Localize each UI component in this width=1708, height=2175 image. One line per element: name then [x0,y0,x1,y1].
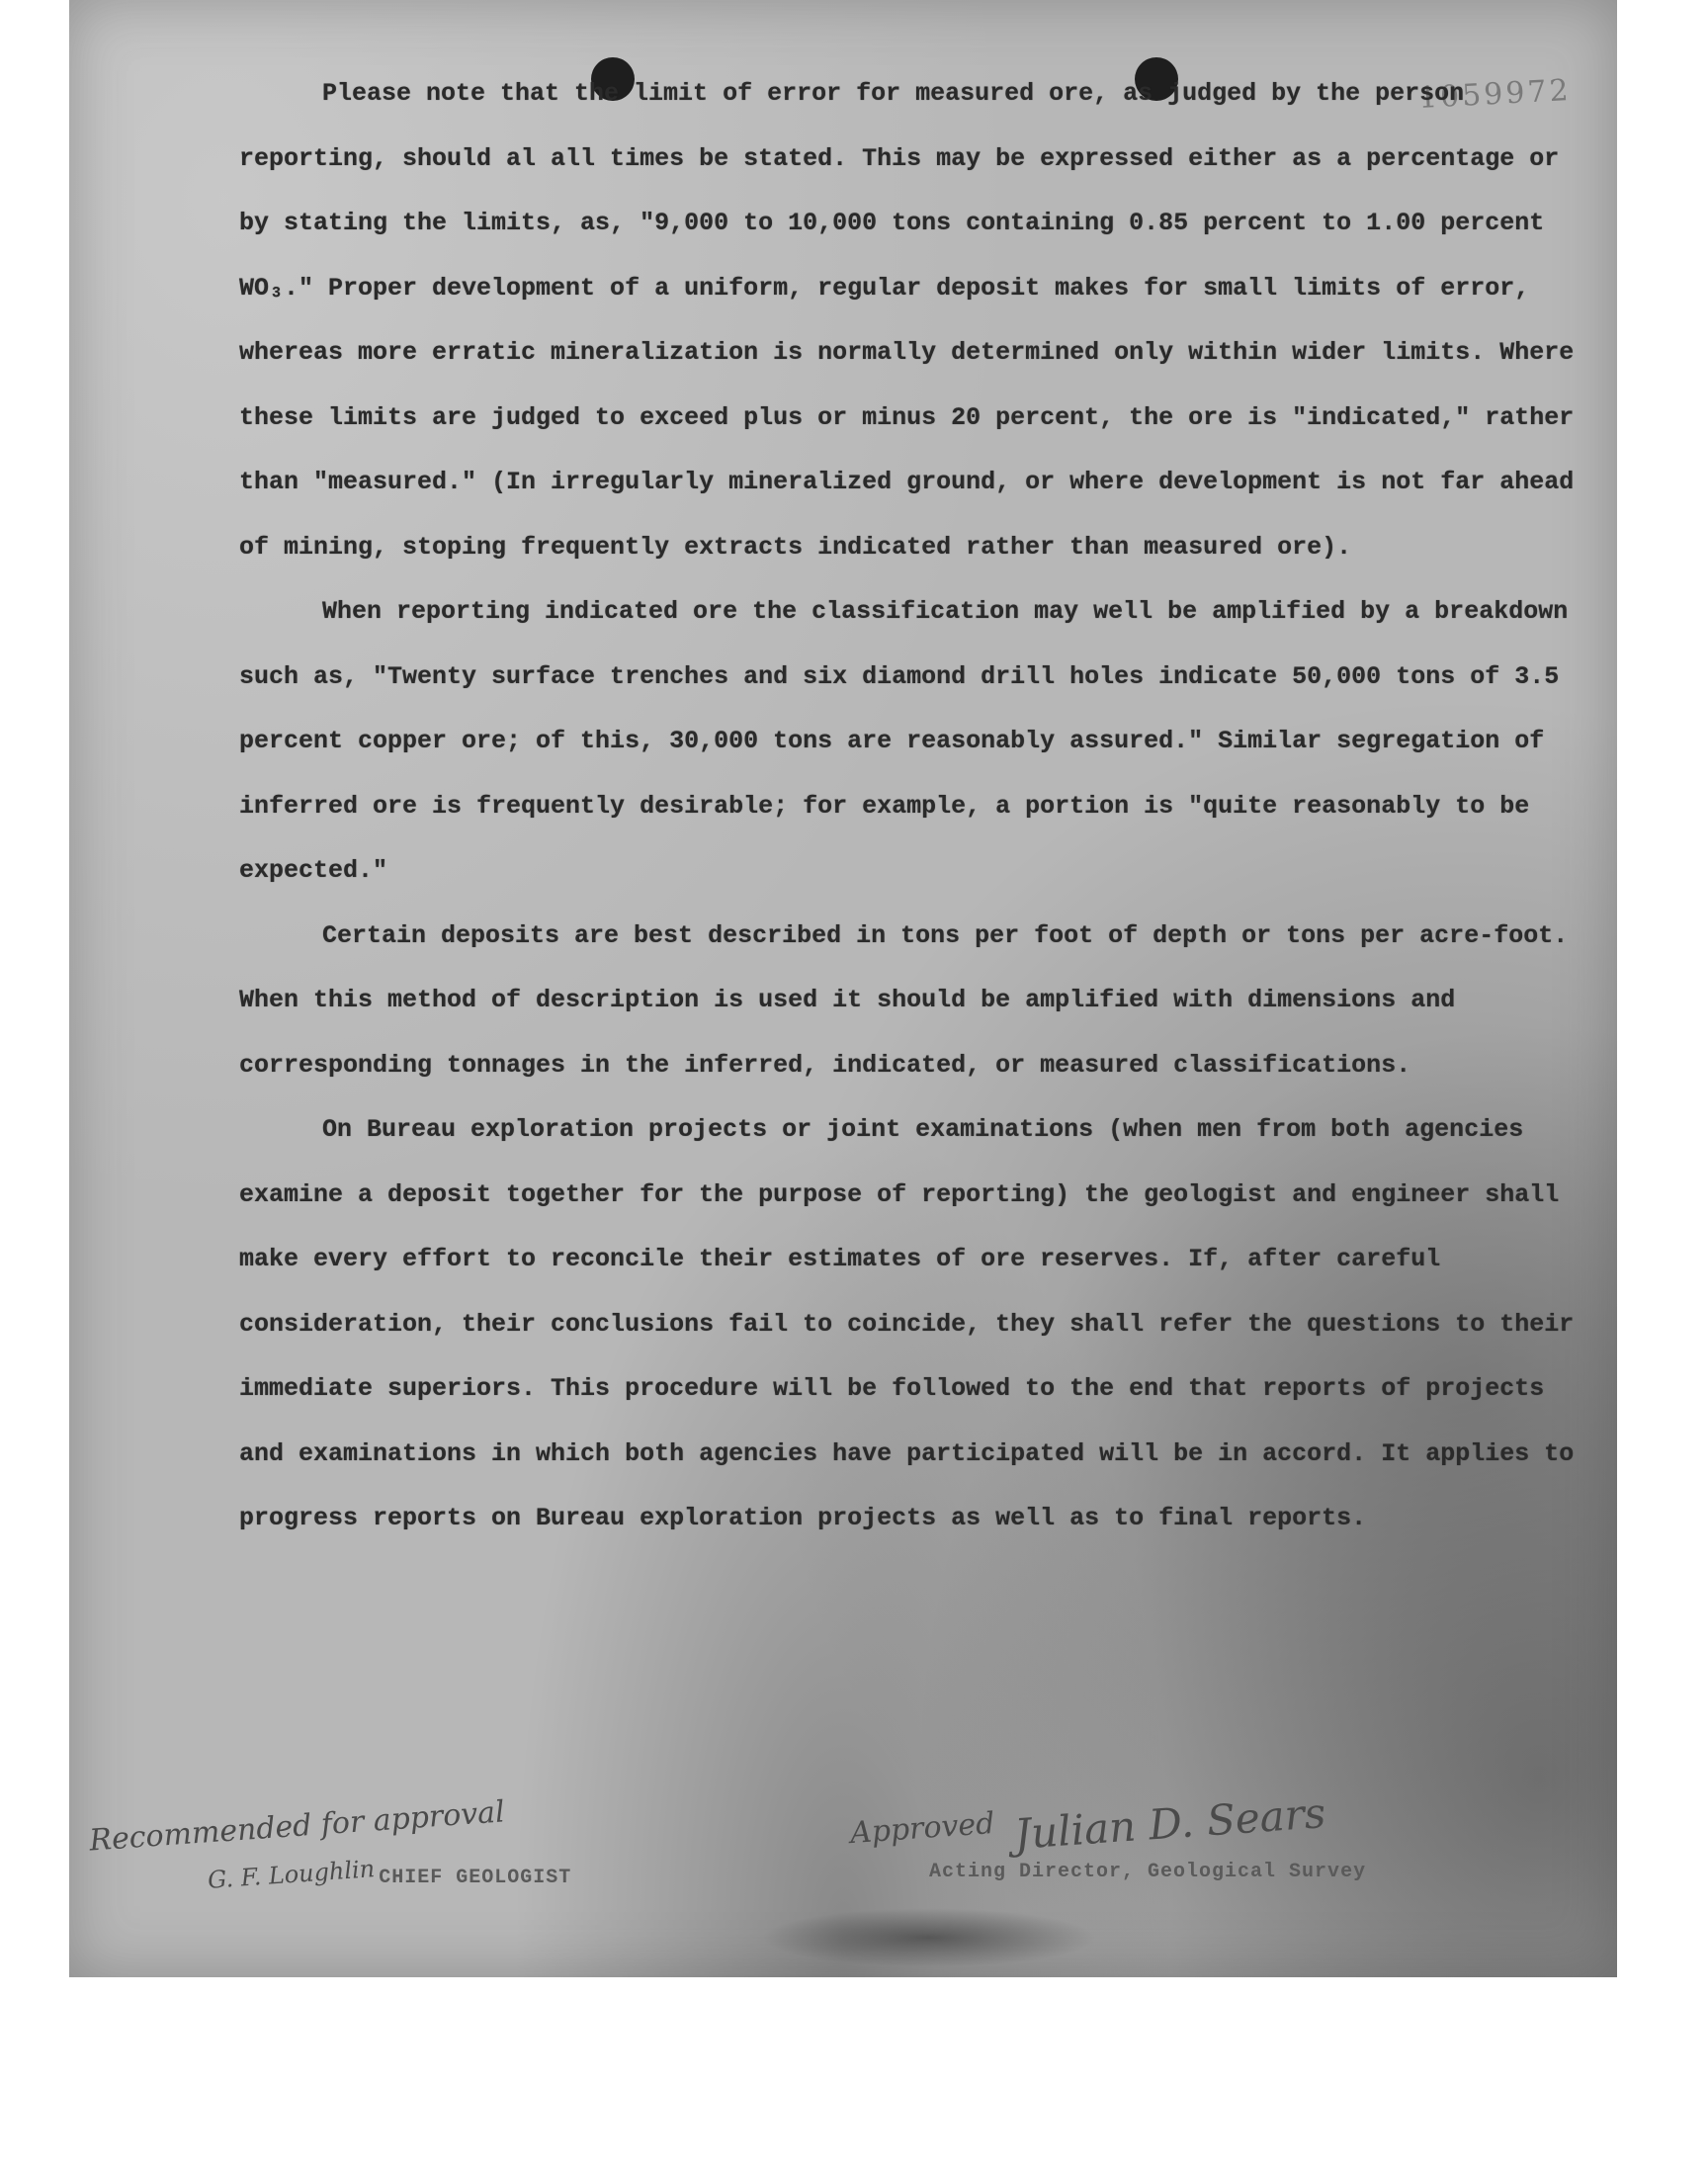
document-body [239,61,1603,1551]
chief-geologist-title: CHIEF GEOLOGIST [379,1867,572,1889]
approval-signature [848,1788,1367,1883]
acting-director-title: Acting Director, Geological Survey [929,1861,1367,1883]
signature-block [69,1788,1617,1977]
paragraph-joint-examinations: On Bureau exploration projects or joint examinations (when men from both agencies examine a deposit together for the purpose of reporting) the geologist and engineer shall make every effort to reconcile their estimates of ore reserves. If, after careful consideration, their conclusions fail to coincide, they shall refer the questions to their immediate superiors. This procedure will be followed to the end that reports of projects and examinations in which both agencies have participated will be in accord. It applies to progress reports on Bureau exploration projects as well as to final reports. [239,1115,1575,1532]
acting-director-signature: Julian D. Sears [1013,1788,1328,1859]
paragraph-tons-per-foot: Certain deposits are best described in tons per foot of depth or tons per acre-foot. When this method of description is used it should be amplified with dimensions and corresponding tonnages in the inferred, indicated, or measured classifications. [239,920,1569,1080]
document-number: 1059972 [1417,72,1573,117]
paragraph-indicated-ore: When reporting indicated ore the classification may well be amplified by a breakdown such as, "Twenty surface trenches and six diamond drill holes indicate 50,000 tons of 3.5 percent copper ore; of this, 30,000 tons are reasonably assured." Similar segregation of inferred ore is frequently desirable; for example, a portion is "quite reasonably to be expected." [239,597,1569,885]
recommendation-signature [88,1794,572,1894]
ink-smudge [761,1908,1097,1967]
chief-geologist-signature: G. F. Loughlin [207,1855,376,1894]
paragraph-limit-of-error: Please note that the limit of error for measured ore, as judged by the person reporting, should al all times be stated. This may be expressed either as a percentage or by stating the limits, as, "9,000 to 10,000 tons containing 0.85 percent to 1.00 percent WO₃." Proper development of a uniform, regular deposit makes for small limits of error, whereas more erratic mineralization is normally determined only within wider limits. Where these limits are judged to exceed plus or minus 20 percent, the ore is "indicated," rather than "measured." (In irregularly mineralized ground, or where development is not far ahead of mining, stoping frequently extracts indicated rather than measured ore). [239,79,1575,562]
approved-note: Approved [848,1805,996,1852]
document-page [69,0,1617,1977]
recommended-for-approval-note: Recommended for approval [88,1794,506,1859]
